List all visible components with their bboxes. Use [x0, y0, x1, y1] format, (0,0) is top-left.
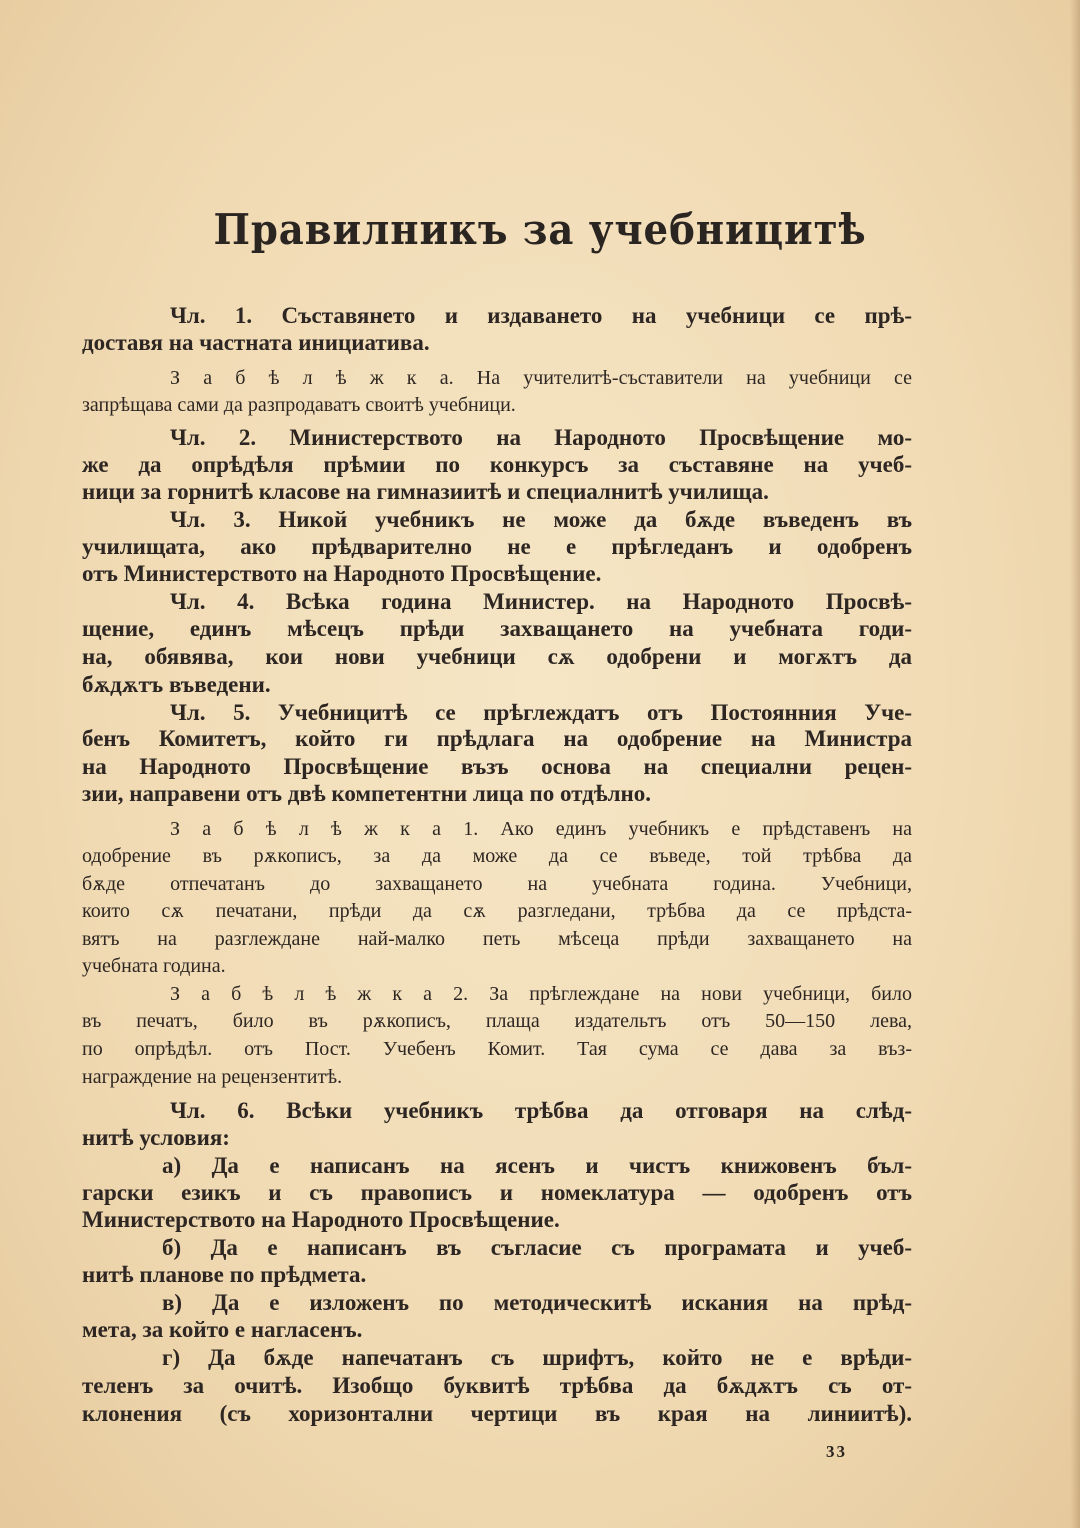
note-line: бѫде отпечатанъ до захващането на учебната година. Учебници,: [82, 873, 912, 895]
text-line: отъ Министерството на Народното Просвѣщение.: [82, 561, 602, 586]
text-line: Чл. 5. Учебницитѣ се прѣглеждатъ отъ Постоянния Уче-: [170, 700, 912, 725]
text-line: Чл. 4. Всѣка година Министер. на Народното Просвѣ-: [170, 589, 912, 614]
text-line: гарски езикъ и съ правописъ и номеклатура — одобренъ отъ: [82, 1180, 912, 1205]
note-line: по опрѣдѣл. отъ Пост. Учебенъ Комит. Тая сума се дава за въз-: [82, 1038, 912, 1060]
text-line: бенъ Комитетъ, който ги прѣдлага на одобрение на Министра: [82, 726, 912, 751]
text-line: Чл. 1. Съставянето и издаването на учебници се прѣ-: [170, 303, 912, 328]
text-line: же да опрѣдѣля прѣмии по конкурсъ за съставяне на учеб-: [82, 452, 912, 477]
text-line: зии, направени отъ двѣ компетентни лица по отдѣлно.: [82, 781, 652, 806]
text-line: Министерството на Народното Просвѣщение.: [82, 1207, 560, 1232]
note-line: одобрение въ рѫкописъ, за да може да се въведе, той трѣбва да: [82, 845, 912, 867]
text-line: нитѣ планове по прѣдмета.: [82, 1262, 367, 1287]
text-line: клонения (съ хоризонтални чертици въ края на линиитѣ).: [82, 1401, 912, 1426]
text-line: училищата, ако прѣдварително не е прѣгледанъ и одобренъ: [82, 534, 912, 559]
text-line: мета, за който е нагласенъ.: [82, 1317, 363, 1342]
note-line: учебната година.: [82, 955, 226, 977]
text-line: а) Да е написанъ на ясенъ и чистъ книжовенъ бъл-: [162, 1153, 912, 1178]
page-number: 33: [826, 1442, 847, 1461]
text-line: б) Да е написанъ въ съгласие съ програмата и учеб-: [162, 1235, 912, 1260]
text-line: щение, единъ мѣсецъ прѣди захващането на учебната годи-: [82, 616, 912, 641]
text-line: бѫдѫтъ въведени.: [82, 672, 271, 697]
text-line: Чл. 6. Всѣки учебникъ трѣбва да отговаря на слѣд-: [170, 1098, 912, 1123]
text-line: нитѣ условия:: [82, 1125, 230, 1150]
note-line: З а б ѣ л ѣ ж к а 1. Ако единъ учебникъ е прѣдставенъ на: [170, 818, 912, 840]
text-line: на Народното Просвѣщение възъ основа на специални рецен-: [82, 754, 912, 779]
note-line: З а б ѣ л ѣ ж к а 2. За прѣглеждане на нови учебници, било: [170, 983, 912, 1005]
text-line: Чл. 3. Никой учебникъ не може да бѫде въведенъ въ: [170, 507, 912, 532]
note-line: награждение на рецензентитѣ.: [82, 1066, 343, 1088]
page-edge-shadow: [1070, 0, 1080, 1528]
note-line: вятъ на разглеждане най-малко петь мѣсеца прѣди захващането на: [82, 928, 912, 950]
text-line: ници за горнитѣ класове на гимназиитѣ и специалнитѣ училища.: [82, 479, 769, 504]
text-line: на, обявява, кои нови учебници сѫ одобрени и могѫтъ да: [82, 644, 912, 669]
note-line: които сѫ печатани, прѣди да сѫ разгледани, трѣбва да се прѣдста-: [82, 900, 912, 922]
text-line: в) Да е изложенъ по методическитѣ искания на прѣд-: [162, 1290, 912, 1315]
page-title: Правилникъ за учебницитѣ: [213, 205, 867, 254]
note-line: З а б ѣ л ѣ ж к а. На учителитѣ-съставители на учебници се: [170, 367, 912, 389]
note-line: запрѣщава сами да разпродаватъ своитѣ учебници.: [82, 394, 516, 416]
text-line: г) Да бѫде напечатанъ съ шрифтъ, който не е врѣди-: [162, 1345, 912, 1370]
note-line: въ печатъ, било въ рѫкописъ, плаща издательтъ отъ 50—150 лева,: [82, 1010, 912, 1032]
text-line: доставя на частната инициатива.: [82, 330, 430, 355]
text-line: теленъ за очитѣ. Изобщо буквитѣ трѣбва да бѫдѫтъ съ от-: [82, 1373, 912, 1398]
text-line: Чл. 2. Министерството на Народното Просвѣщение мо-: [170, 425, 912, 450]
